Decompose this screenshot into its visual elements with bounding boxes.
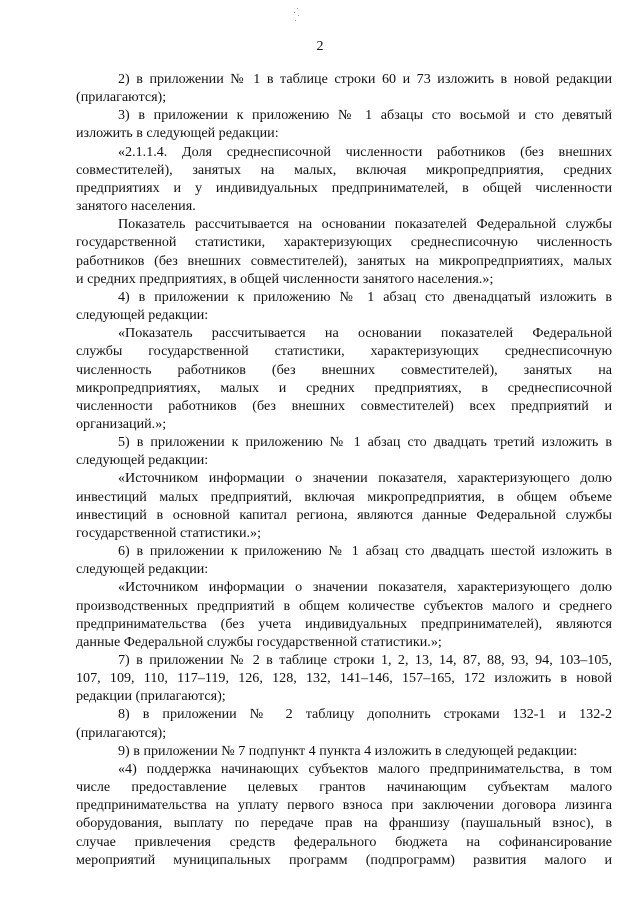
- text-line: численности работников (без внешних совместителей) всех предприятий и: [76, 397, 612, 414]
- text-line: 3) в приложении к приложению № 1 абзацы сто восьмой и сто девятый: [118, 107, 612, 124]
- text-line: «2.1.1.4. Доля среднесписочной численности работников (без внешних: [118, 143, 612, 160]
- text-line: предпринимательства на уплату первого взноса при заключении договора лизинга: [76, 797, 612, 814]
- paragraph: [76, 578, 612, 651]
- text-line: инвестиций малых предприятий, включая микропредприятия, в общем объеме: [76, 488, 612, 505]
- text-line: 9) в приложении № 7 подпункт 4 пункта 4 изложить в следующей редакции:: [118, 742, 578, 759]
- paragraph: [76, 433, 612, 469]
- text-line: государственной статистики.»;: [76, 524, 261, 541]
- paragraph: [76, 143, 612, 216]
- text-line: Показатель рассчитывается на основании показателей Федеральной службы: [118, 216, 612, 233]
- text-line: «Показатель рассчитывается на основании показателей Федеральной: [118, 325, 612, 342]
- text-line: мероприятий муниципальных программ (подпрограмм) развития малого и: [76, 851, 612, 868]
- text-line: предприятиях и у индивидуальных предпринимателей, в общей численности: [76, 179, 612, 196]
- text-line: и средних предприятиях, в общей численности занятого населения.»;: [76, 270, 494, 287]
- paragraph: [76, 324, 612, 433]
- text-line: изложить в следующей редакции:: [76, 125, 279, 142]
- text-line: случае привлечения средств федерального бюджета на софинансирование: [76, 833, 612, 850]
- paragraph: [76, 469, 612, 542]
- paragraph: [76, 742, 612, 760]
- document-body: [76, 70, 612, 869]
- paragraph: [76, 106, 612, 142]
- text-line: организаций.»;: [76, 415, 167, 432]
- text-line: редакции (прилагаются);: [76, 688, 226, 705]
- text-line: численность работников (без внешних совместителей), занятых на: [76, 361, 612, 378]
- text-line: 2) в приложении № 1 в таблице строки 60 и 73 изложить в новой редакции: [118, 71, 612, 87]
- text-line: 4) в приложении к приложению № 1 абзац сто двенадцатый изложить в: [118, 288, 612, 305]
- text-line: числе предоставление целевых грантов начинающим субъектам малого: [76, 779, 612, 796]
- paragraph: [76, 70, 612, 106]
- scan-artifact: [291, 8, 301, 22]
- text-line: следующей редакции:: [76, 561, 209, 578]
- text-line: 5) в приложении к приложению № 1 абзац сто двадцать третий изложить в: [118, 434, 612, 451]
- paragraph: [76, 705, 612, 741]
- text-line: 107, 109, 110, 117–119, 126, 128, 132, 141–146, 157–165, 172 изложить в новой: [76, 670, 612, 687]
- text-line: следующей редакции:: [76, 307, 209, 324]
- text-line: «Источником информации о значении показателя, характеризующего долю: [118, 470, 612, 487]
- text-line: совместителей), занятых на малых, включая микропредприятия, средних: [76, 161, 612, 178]
- text-line: (прилагаются);: [76, 724, 167, 741]
- paragraph: [76, 542, 612, 578]
- text-line: государственной статистики, характеризующих среднесписочную численность: [76, 234, 612, 251]
- text-line: «Источником информации о значении показателя, характеризующего долю: [118, 579, 612, 596]
- paragraph: [76, 760, 612, 869]
- text-line: 8) в приложении № 2 таблицу дополнить строками 132-1 и 132-2: [118, 706, 612, 723]
- text-line: (прилагаются);: [76, 89, 167, 106]
- text-line: работников (без внешних совместителей), занятых на микропредприятиях, малых: [76, 252, 612, 269]
- paragraph: [76, 651, 612, 705]
- text-line: инвестиций в основной капитал региона, являются данные Федеральной службы: [76, 506, 612, 523]
- text-line: службы государственной статистики, характеризующих среднесписочную: [76, 343, 612, 360]
- text-line: микропредприятиях, малых и средних предприятиях, в среднесписочной: [76, 379, 612, 396]
- text-line: следующей редакции:: [76, 452, 209, 469]
- text-line: 6) в приложении к приложению № 1 абзац сто двадцать шестой изложить в: [118, 543, 612, 560]
- text-line: 7) в приложении № 2 в таблице строки 1, 2, 13, 14, 87, 88, 93, 94, 103–105,: [118, 652, 612, 668]
- text-line: производственных предприятий в общем количестве субъектов малого и среднего: [76, 597, 612, 614]
- text-line: оборудования, выплату по передаче прав на франшизу (паушальный взнос), в: [76, 815, 612, 832]
- paragraph: [76, 215, 612, 288]
- text-line: занятого населения.: [76, 198, 196, 215]
- text-line: предпринимательства (без учета индивидуальных предпринимателей), являются: [76, 615, 612, 632]
- text-line: данные Федеральной службы государственной статистики.»;: [76, 633, 442, 650]
- text-line: «4) поддержка начинающих субъектов малого предпринимательства, в том: [118, 760, 612, 777]
- paragraph: [76, 288, 612, 324]
- page-number: 2: [316, 39, 324, 54]
